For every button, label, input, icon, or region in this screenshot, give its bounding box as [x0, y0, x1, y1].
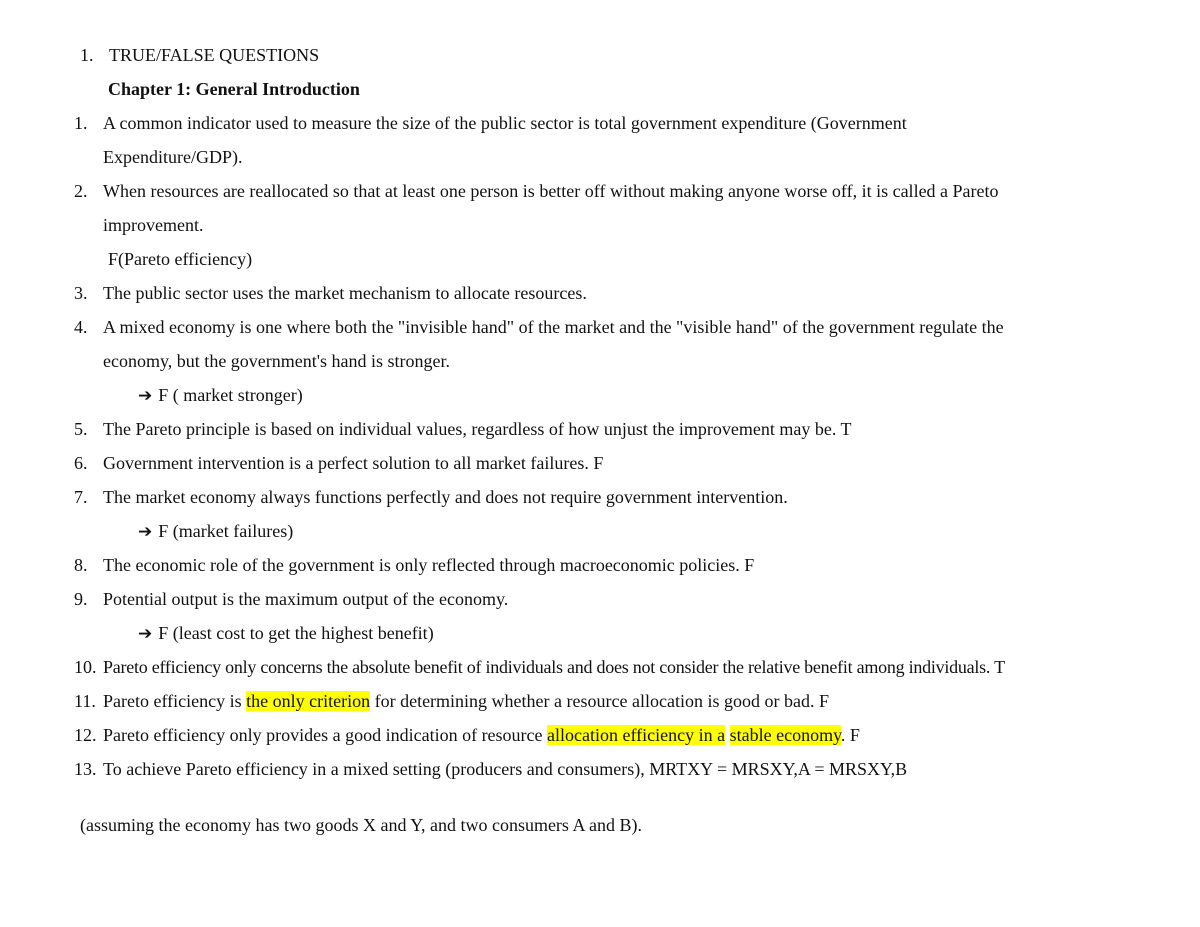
- item-text: The Pareto principle is based on individual values, regardless of how unjust the improvement may be. T: [103, 419, 852, 439]
- section-title: TRUE/FALSE QUESTIONS: [109, 45, 320, 65]
- answer-text: F (least cost to get the highest benefit): [158, 623, 434, 643]
- arrow-right-icon: ➔: [138, 522, 153, 542]
- item-text: The market economy always functions perfectly and does not require government intervention.: [103, 487, 788, 507]
- item-text: Pareto efficiency only concerns the absolute benefit of individuals and does not consider the relative benefit among individuals. T: [103, 657, 1005, 677]
- item-text: The economic role of the government is only reflected through macroeconomic policies. F: [103, 555, 755, 575]
- answer-line: [138, 622, 434, 645]
- item-text: When resources are reallocated so that at least one person is better off without making anyone worse off, it is called a Pareto: [103, 181, 999, 201]
- item-number: 2.: [74, 181, 88, 201]
- item-text: [103, 690, 829, 712]
- item-text-start: Pareto efficiency is: [103, 691, 247, 711]
- item-text: A mixed economy is one where both the "invisible hand" of the market and the "visible hand" of the government regulate the: [103, 317, 1004, 337]
- item-text-start: Pareto efficiency only provides a good indication of resource: [103, 725, 548, 745]
- item-text-continued: improvement.: [103, 215, 204, 235]
- item-number: 6.: [74, 453, 88, 473]
- item-text: To achieve Pareto efficiency in a mixed setting (producers and consumers), MRTXY = MRSXY,A = MRSXY,B: [103, 759, 908, 779]
- answer-text: F ( market stronger): [158, 385, 303, 405]
- item-number: 3.: [74, 283, 88, 303]
- section-number: 1.: [80, 45, 94, 65]
- item-text-end: . F: [840, 725, 860, 745]
- item-text: Potential output is the maximum output of the economy.: [103, 589, 509, 609]
- item-number: 13.: [74, 759, 97, 779]
- item-text: The public sector uses the market mechanism to allocate resources.: [103, 283, 587, 303]
- item-number: 7.: [74, 487, 88, 507]
- arrow-right-icon: ➔: [138, 624, 153, 644]
- item-text: Government intervention is a perfect solution to all market failures. F: [103, 453, 604, 473]
- item-number: 12.: [74, 725, 97, 745]
- highlighted-text: stable economy: [729, 725, 841, 745]
- item-number: 4.: [74, 317, 88, 337]
- answer-note: F(Pareto efficiency): [108, 249, 253, 269]
- item-number: 10.: [74, 657, 97, 677]
- item-text-continued: Expenditure/GDP).: [103, 147, 243, 167]
- highlighted-text: the only criterion: [246, 691, 371, 711]
- answer-line: [138, 384, 303, 407]
- item-text: [103, 724, 860, 746]
- item-text-space: [725, 725, 730, 745]
- item-text: A common indicator used to measure the size of the public sector is total government expenditure (Government: [103, 113, 907, 133]
- item-number: 5.: [74, 419, 88, 439]
- highlighted-text: allocation efficiency in a: [547, 725, 726, 745]
- footnote: (assuming the economy has two goods X and Y, and two consumers A and B).: [80, 815, 642, 835]
- item-number: 9.: [74, 589, 88, 609]
- item-text-end: for determining whether a resource allocation is good or bad. F: [370, 691, 829, 711]
- item-number: 8.: [74, 555, 88, 575]
- answer-text: F (market failures): [158, 521, 294, 541]
- item-number: 1.: [74, 113, 88, 133]
- answer-line: [138, 520, 293, 543]
- chapter-title: Chapter 1: General Introduction: [108, 79, 360, 99]
- item-number: 11.: [74, 691, 96, 711]
- arrow-right-icon: ➔: [138, 386, 153, 406]
- item-text-continued: economy, but the government's hand is stronger.: [103, 351, 451, 371]
